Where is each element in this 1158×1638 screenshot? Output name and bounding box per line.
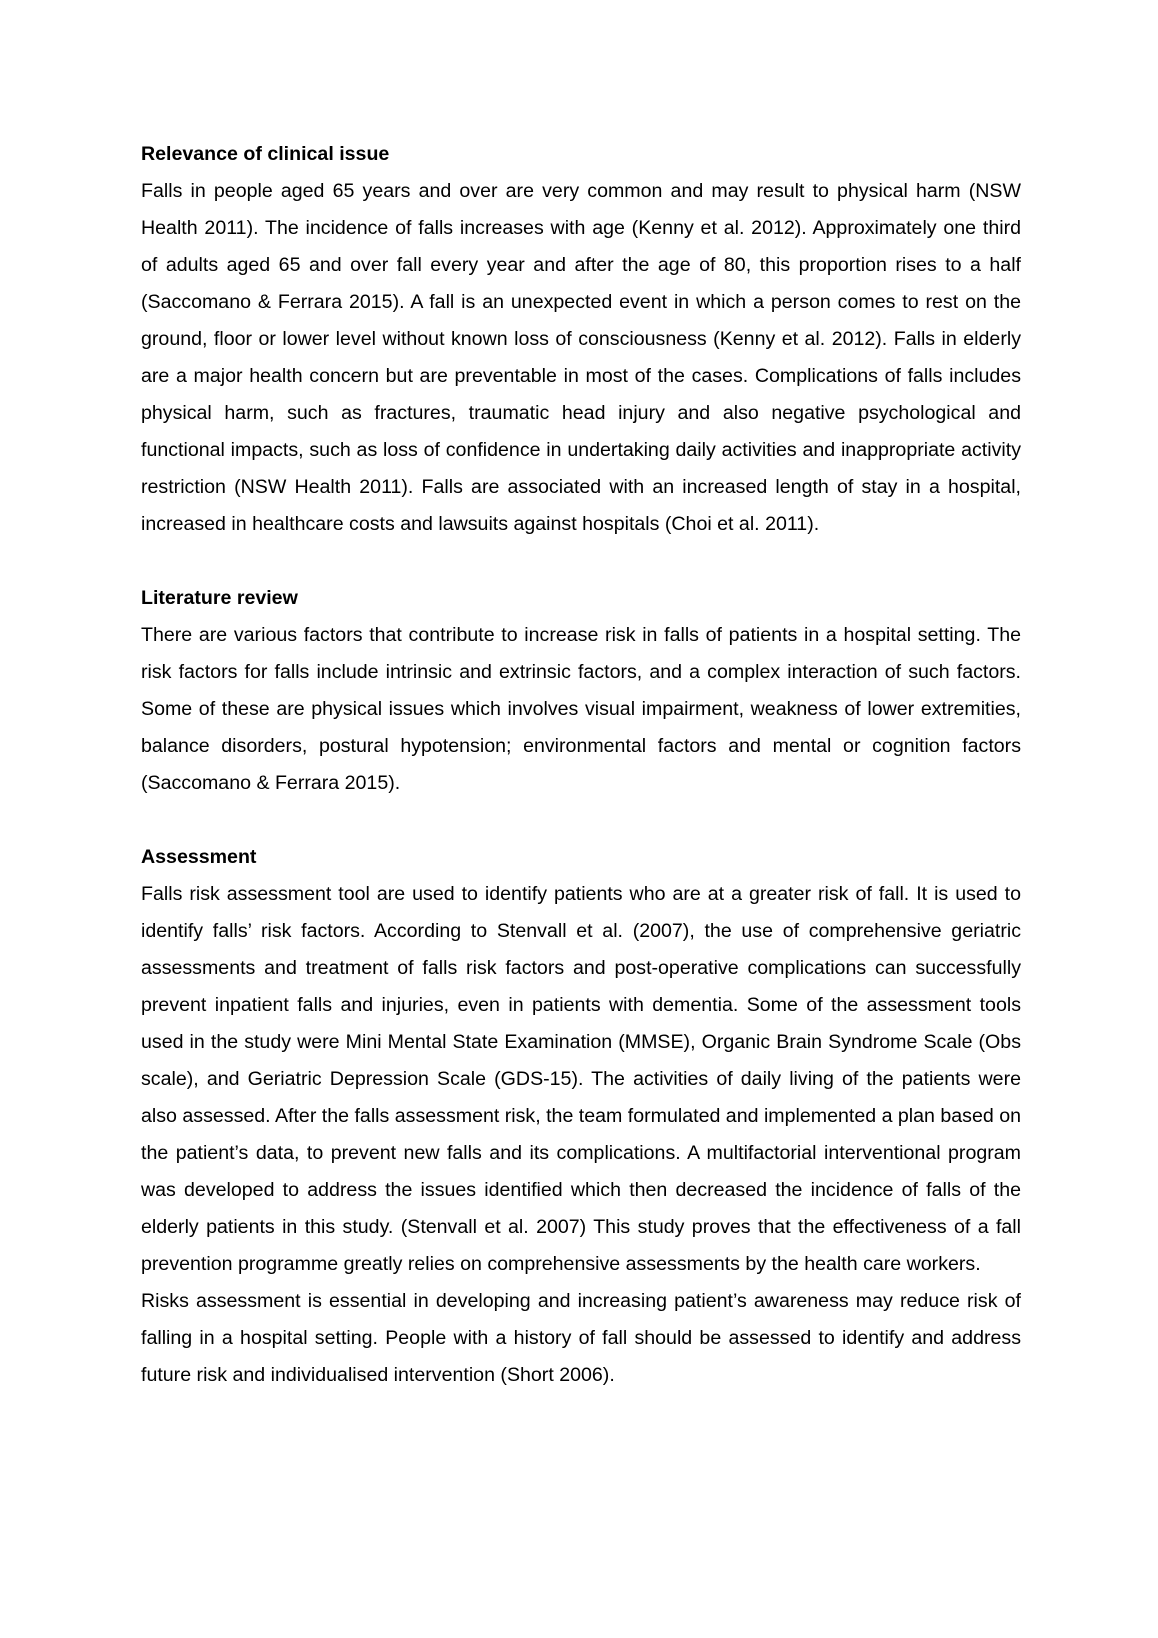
section-literature-review: [141, 580, 1021, 802]
paragraph: Falls risk assessment tool are used to identify patients who are at a greater risk of fall. It is used to identify falls’ risk factors. According to Stenvall et al. (2007), the use of comprehensive geriatric assessments and treatment of falls risk factors and post-operative complications can successfully prevent inpatient falls and injuries, even in patients with dementia. Some of the assessment tools used in the study were Mini Mental State Examination (MMSE), Organic Brain Syndrome Scale (Obs scale), and Geriatric Depression Scale (GDS-15). The activities of daily living of the patients were also assessed. After the falls assessment risk, the team formulated and implemented a plan based on the patient’s data, to prevent new falls and its complications. A multifactorial interventional program was developed to address the issues identified which then decreased the incidence of falls of the elderly patients in this study. (Stenvall et al. 2007) This study proves that the effectiveness of a fall prevention programme greatly relies on comprehensive assessments by the health care workers.: [141, 883, 1022, 1275]
section-heading: Relevance of clinical issue: [141, 143, 390, 165]
section-assessment: [141, 839, 1021, 1394]
paragraph: Risks assessment is essential in developing and increasing patient’s awareness may reduce risk of falling in a hospital setting. People with a history of fall should be assessed to identify and address future risk and individualised intervention (Short 2006).: [141, 1290, 1021, 1386]
document-page: [141, 136, 1021, 1431]
paragraph: Falls in people aged 65 years and over are very common and may result to physical harm (NSW Health 2011). The incidence of falls increases with age (Kenny et al. 2012). Approximately one third of adults aged 65 and over fall every year and after the age of 80, this proportion rises to a half (Saccomano & Ferrara 2015). A fall is an unexpected event in which a person comes to rest on the ground, floor or lower level without known loss of consciousness (Kenny et al. 2012). Falls in elderly are a major health concern but are preventable in most of the cases. Complications of falls includes physical harm, such as fractures, traumatic head injury and also negative psychological and functional impacts, such as loss of confidence in undertaking daily activities and inappropriate activity restriction (NSW Health 2011). Falls are associated with an increased length of stay in a hospital, increased in healthcare costs and lawsuits against hospitals (Choi et al. 2011).: [141, 180, 1021, 535]
section-relevance: [141, 136, 1021, 543]
paragraph: There are various factors that contribute to increase risk in falls of patients in a hospital setting. The risk factors for falls include intrinsic and extrinsic factors, and a complex interaction of such factors. Some of these are physical issues which involves visual impairment, weakness of lower extremities, balance disorders, postural hypotension; environmental factors and mental or cognition factors (Saccomano & Ferrara 2015).: [141, 624, 1021, 794]
section-heading: Literature review: [141, 587, 298, 609]
section-heading: Assessment: [141, 846, 257, 868]
